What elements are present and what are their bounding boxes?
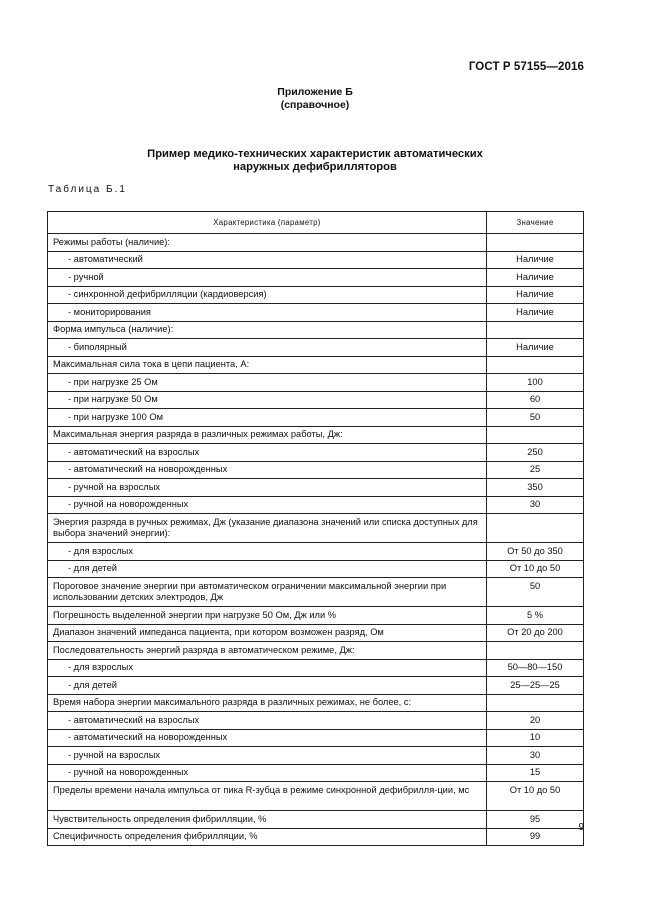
table-row — [48, 828, 584, 846]
parameter-cell: - для взрослых — [48, 543, 487, 561]
table-row — [48, 269, 584, 287]
table-header-row — [48, 212, 584, 234]
table-row — [48, 747, 584, 765]
parameter-cell: Диапазон значений импеданса пациента, при котором возможен разряд, Ом — [48, 624, 487, 642]
table-row — [48, 659, 584, 677]
value-cell — [487, 321, 584, 339]
value-cell: 50 — [487, 578, 584, 607]
table-row — [48, 578, 584, 607]
table-row — [48, 764, 584, 782]
document-code: ГОСТ Р 57155—2016 — [468, 61, 584, 73]
table-row — [48, 339, 584, 357]
table-row — [48, 496, 584, 514]
value-cell: 350 — [487, 479, 584, 497]
table-row — [48, 391, 584, 409]
value-cell: 50 — [487, 409, 584, 427]
parameter-cell: Последовательность энергий разряда в автоматическом режиме, Дж: — [48, 642, 487, 660]
parameter-cell: - ручной на взрослых — [48, 747, 487, 765]
table-row — [48, 694, 584, 712]
value-cell: От 10 до 50 — [487, 560, 584, 578]
table-row — [48, 607, 584, 625]
value-cell — [487, 694, 584, 712]
parameter-cell: Форма импульса (наличие): — [48, 321, 487, 339]
table-row — [48, 321, 584, 339]
parameter-cell: Пределы времени начала импульса от пика R-зубца в режиме синхронной дефибрилля-ции, мс — [48, 782, 487, 811]
appendix-subtitle: (справочное) — [280, 99, 350, 111]
value-cell: 30 — [487, 496, 584, 514]
value-cell: Наличие — [487, 286, 584, 304]
document-title — [0, 148, 630, 174]
value-cell: 5 % — [487, 607, 584, 625]
value-cell: От 20 до 200 — [487, 624, 584, 642]
table-row — [48, 624, 584, 642]
value-cell: 60 — [487, 391, 584, 409]
parameter-cell: Специфичность определения фибрилляции, % — [48, 828, 487, 846]
value-cell — [487, 234, 584, 252]
value-cell: Наличие — [487, 304, 584, 322]
value-cell: Наличие — [487, 251, 584, 269]
parameter-cell: - автоматический на взрослых — [48, 444, 487, 462]
parameter-cell: Пороговое значение энергии при автоматическом ограничении максимальной энергии при использовании детских электродов, Дж — [48, 578, 487, 607]
value-cell — [487, 514, 584, 543]
parameter-cell: - для детей — [48, 560, 487, 578]
column-header-parameter: Характеристика (параметр) — [48, 212, 487, 234]
table-label: Таблица Б.1 — [48, 184, 127, 195]
parameter-cell: Максимальная сила тока в цепи пациента, А: — [48, 356, 487, 374]
parameter-cell: - ручной — [48, 269, 487, 287]
table-row — [48, 642, 584, 660]
table-row — [48, 677, 584, 695]
table-row — [48, 811, 584, 829]
table-row — [48, 304, 584, 322]
parameter-cell: - автоматический на взрослых — [48, 712, 487, 730]
parameter-cell: - мониторирования — [48, 304, 487, 322]
table-row — [48, 479, 584, 497]
parameter-cell: - автоматический на новорожденных — [48, 461, 487, 479]
parameter-cell: - для детей — [48, 677, 487, 695]
parameter-cell: - автоматический — [48, 251, 487, 269]
appendix-title: Приложение Б — [277, 86, 353, 98]
document-title-line-2: наружных дефибрилляторов — [233, 161, 397, 173]
value-cell: 15 — [487, 764, 584, 782]
column-header-value: Значение — [487, 212, 584, 234]
table-body — [48, 234, 584, 846]
value-cell — [487, 356, 584, 374]
value-cell: 10 — [487, 729, 584, 747]
parameter-cell: - ручной на новорожденных — [48, 496, 487, 514]
parameter-cell: Время набора энергии максимального разряда в различных режимах, не более, с: — [48, 694, 487, 712]
value-cell: 20 — [487, 712, 584, 730]
table-row — [48, 543, 584, 561]
parameter-cell: Максимальная энергия разряда в различных режимах работы, Дж: — [48, 426, 487, 444]
parameter-cell: Энергия разряда в ручных режимах, Дж (указание диапазона значений или списка доступных для выбора значений энергии): — [48, 514, 487, 543]
value-cell: 99 — [487, 828, 584, 846]
table-row — [48, 729, 584, 747]
appendix-heading — [0, 86, 630, 112]
value-cell: От 10 до 50 — [487, 782, 584, 811]
parameter-cell: - при нагрузке 50 Ом — [48, 391, 487, 409]
table-row — [48, 782, 584, 811]
table-row — [48, 444, 584, 462]
table-row — [48, 514, 584, 543]
parameter-cell: - автоматический на новорожденных — [48, 729, 487, 747]
parameter-cell: Режимы работы (наличие): — [48, 234, 487, 252]
table-row — [48, 356, 584, 374]
page-number: 9 — [578, 822, 584, 833]
value-cell: 25 — [487, 461, 584, 479]
specifications-table — [47, 211, 584, 846]
table-row — [48, 426, 584, 444]
value-cell: От 50 до 350 — [487, 543, 584, 561]
table-row — [48, 560, 584, 578]
parameter-cell: - синхронной дефибрилляции (кардиоверсия) — [48, 286, 487, 304]
parameter-cell: - биполярный — [48, 339, 487, 357]
value-cell: Наличие — [487, 339, 584, 357]
table-row — [48, 234, 584, 252]
value-cell: 250 — [487, 444, 584, 462]
parameter-cell: - при нагрузке 25 Ом — [48, 374, 487, 392]
document-title-line-1: Пример медико-технических характеристик автоматических — [147, 148, 483, 160]
table-row — [48, 251, 584, 269]
parameter-cell: Погрешность выделенной энергии при нагрузке 50 Ом, Дж или % — [48, 607, 487, 625]
parameter-cell: Чувствительность определения фибрилляции, % — [48, 811, 487, 829]
table-row — [48, 461, 584, 479]
table-row — [48, 286, 584, 304]
parameter-cell: - ручной на взрослых — [48, 479, 487, 497]
value-cell: 95 — [487, 811, 584, 829]
parameter-cell: - для взрослых — [48, 659, 487, 677]
table-row — [48, 409, 584, 427]
value-cell: 25—25—25 — [487, 677, 584, 695]
value-cell — [487, 642, 584, 660]
value-cell: 30 — [487, 747, 584, 765]
table-row — [48, 712, 584, 730]
parameter-cell: - ручной на новорожденных — [48, 764, 487, 782]
value-cell: 50—80—150 — [487, 659, 584, 677]
parameter-cell: - при нагрузке 100 Ом — [48, 409, 487, 427]
table-row — [48, 374, 584, 392]
value-cell — [487, 426, 584, 444]
value-cell: 100 — [487, 374, 584, 392]
value-cell: Наличие — [487, 269, 584, 287]
